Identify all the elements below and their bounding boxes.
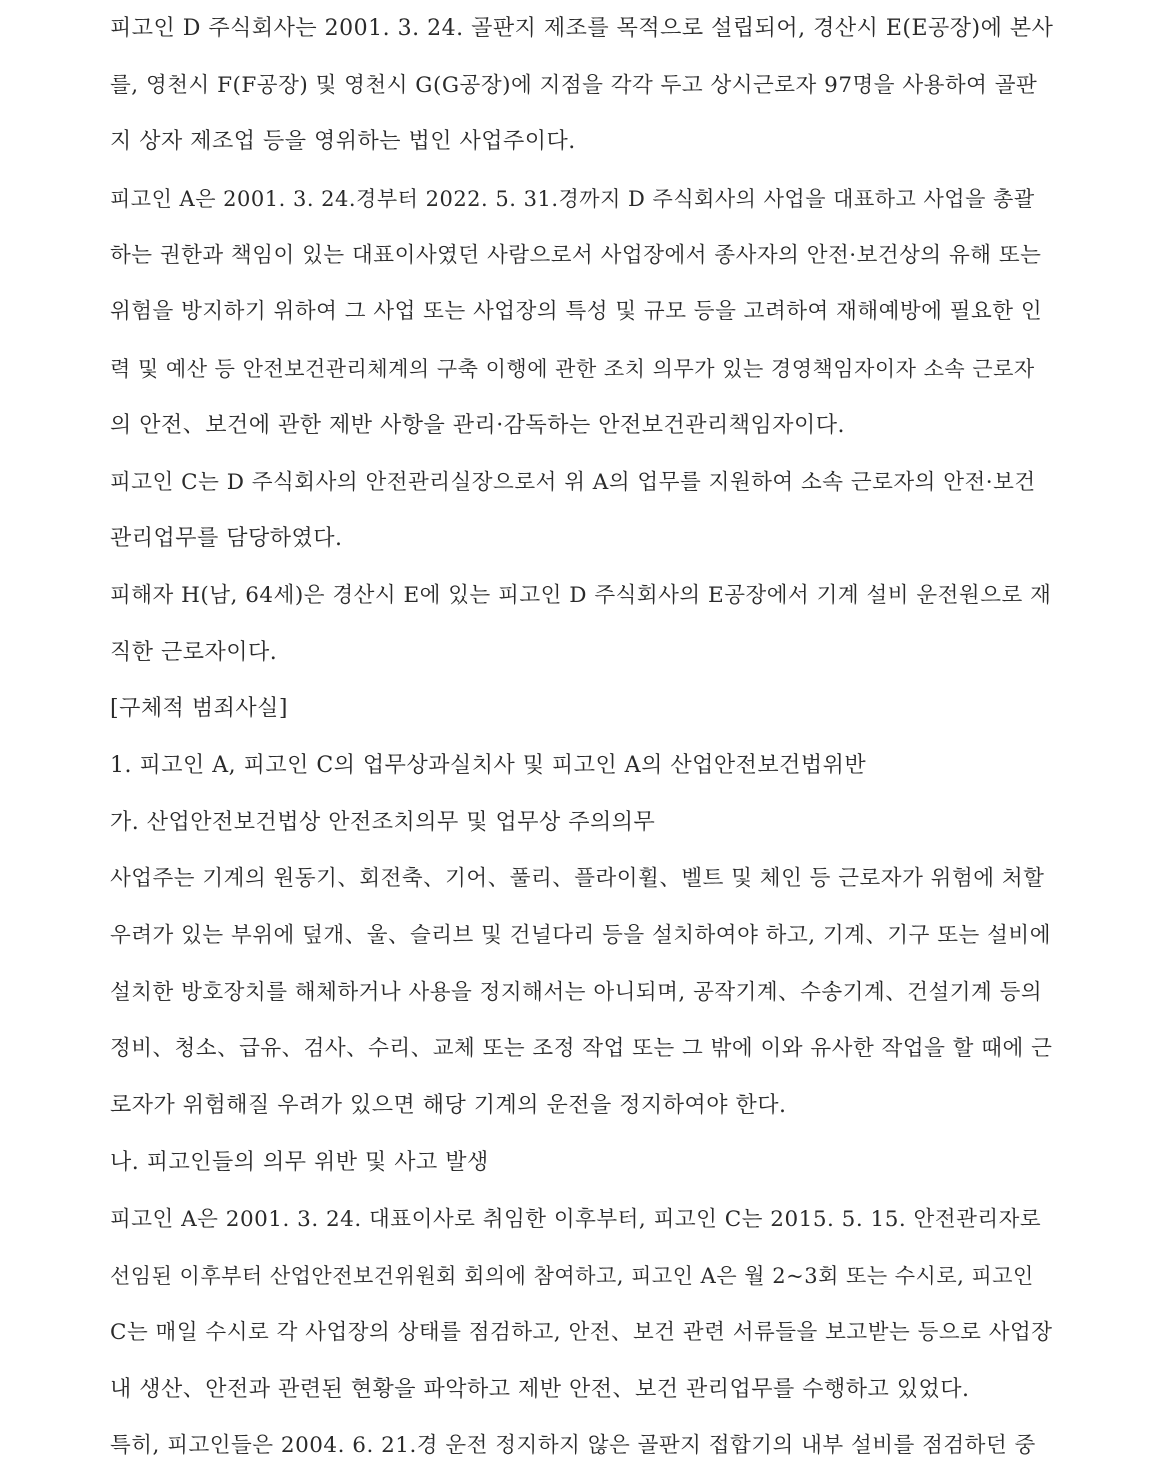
text-line: 정비、청소、급유、검사、수리、교체 또는 조정 작업 또는 그 밖에 이와 유사한 작업을 할 때에 근 — [110, 1036, 1053, 1062]
text-line: 관리업무를 담당하였다. — [110, 526, 343, 552]
paragraph-safety-duties — [110, 851, 1054, 1134]
text-line: 피고인 D 주식회사는 2001. 3. 24. 골판지 제조를 목적으로 설립되어, 경산시 E(E공장)에 본사 — [110, 16, 1054, 41]
text-line: 설치한 방호장치를 해체하거나 사용을 정지해서는 아니되며, 공작기계、수송기계、건설기계 등의 — [110, 979, 1043, 1005]
subsection-heading-ga: 가. 산업안전보건법상 안전조치의무 및 업무상 주의의무 — [110, 809, 656, 835]
text-line: 지 상자 제조업 등을 영위하는 법인 사업주이다. — [110, 129, 576, 155]
paragraph-company-intro — [110, 1, 1054, 171]
text-line: 로자가 위험해질 우려가 있으면 해당 기계의 운전을 정지하여야 한다. — [110, 1093, 787, 1119]
text-line: 의 안전、보건에 관한 제반 사항을 관리·감독하는 안전보건관리책임자이다. — [110, 412, 846, 438]
paragraph-duty-breach — [110, 1192, 1054, 1419]
text-line: 피고인 A은 2001. 3. 24. 대표이사로 취임한 이후부터, 피고인 C는 2015. 5. 15. 안전관리자로 — [110, 1206, 1042, 1232]
text-line: 우려가 있는 부위에 덮개、울、슬리브 및 건널다리 등을 설치하여야 하고, 기계、기구 또는 설비에 — [110, 923, 1051, 949]
text-line: 하는 권한과 책임이 있는 대표이사였던 사람으로서 사업장에서 종사자의 안전·보건상의 유해 또는 — [110, 242, 1042, 268]
paragraph-defendant-a — [110, 171, 1054, 454]
paragraph-incident-start — [110, 1418, 1054, 1475]
text-line: 특히, 피고인들은 2004. 6. 21.경 운전 정지하지 않은 골판지 접합기의 내부 설비를 점검하던 중 — [110, 1433, 1036, 1459]
text-line: 력 및 예산 등 안전보건관리체계의 구축 이행에 관한 조치 의무가 있는 경영책임자이자 소속 근로자 — [110, 357, 1035, 382]
subsection-heading-na: 나. 피고인들의 의무 위반 및 사고 발생 — [110, 1149, 489, 1175]
text-line: 피고인 A은 2001. 3. 24.경부터 2022. 5. 31.경까지 D 주식회사의 사업을 대표하고 사업을 총괄 — [110, 187, 1035, 212]
text-line: 선임된 이후부터 산업안전보건위원회 회의에 참여하고, 피고인 A은 월 2~3회 또는 수시로, 피고인 — [110, 1264, 1034, 1289]
section-heading-1: 1. 피고인 A, 피고인 C의 업무상과실치사 및 피고인 A의 산업안전보건법위반 — [110, 752, 867, 778]
text-line: 를, 영천시 F(F공장) 및 영천시 G(G공장)에 지점을 각각 두고 상시근로자 97명을 사용하여 골판 — [110, 72, 1038, 98]
text-line: 위험을 방지하기 위하여 그 사업 또는 사업장의 특성 및 규모 등을 고려하여 재해예방에 필요한 인 — [110, 299, 1043, 325]
text-line: 피고인 C는 D 주식회사의 안전관리실장으로서 위 A의 업무를 지원하여 소속 근로자의 안전·보건 — [110, 469, 1036, 495]
text-line: C는 매일 수시로 각 사업장의 상태를 점검하고, 안전、보건 관련 서류들을 보고받는 등으로 사업장 — [110, 1319, 1053, 1345]
text-line: 피해자 H(남, 64세)은 경산시 E에 있는 피고인 D 주식회사의 E공장에서 기계 설비 운전원으로 재 — [110, 582, 1052, 608]
paragraph-defendant-c — [110, 455, 1054, 568]
document-page — [110, 0, 1054, 1475]
text-line: 내 생산、안전과 관련된 현황을 파악하고 제반 안전、보건 관리업무를 수행하고 있었다. — [110, 1376, 970, 1402]
section-heading-specific-facts: [구체적 범죄사실] — [110, 696, 288, 722]
text-line: 직한 근로자이다. — [110, 639, 278, 665]
paragraph-victim — [110, 568, 1054, 681]
text-line: 사업주는 기계의 원동기、회전축、기어、풀리、플라이휠、벨트 및 체인 등 근로자가 위험에 처할 — [110, 866, 1045, 892]
